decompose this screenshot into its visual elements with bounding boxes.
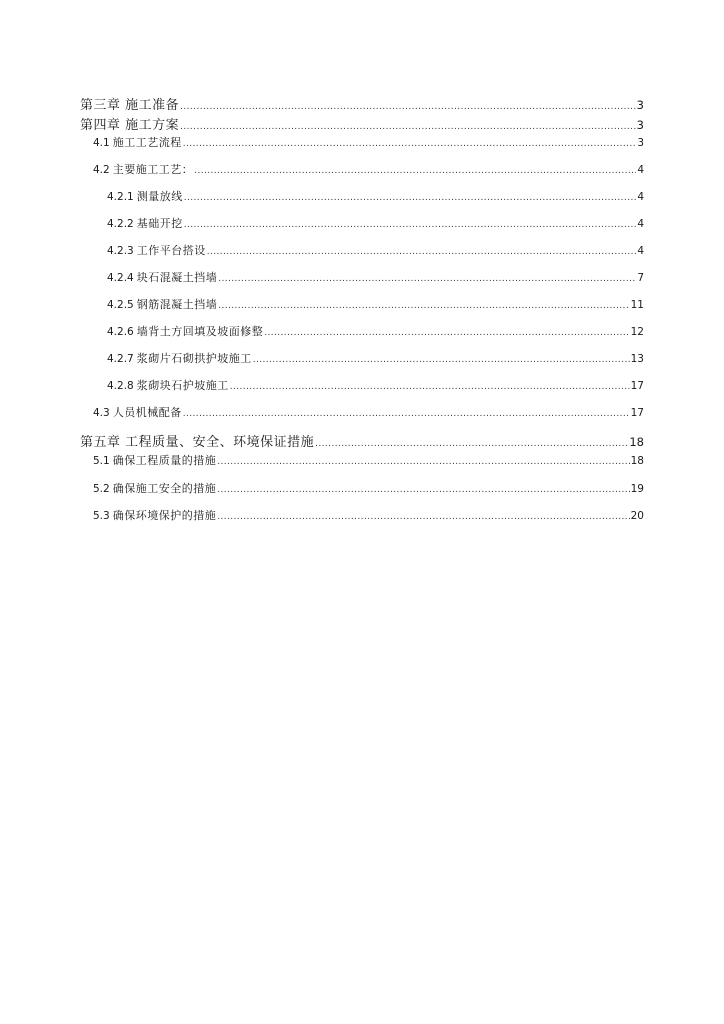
toc-dot-leader bbox=[183, 409, 630, 419]
toc-entry-title: 第四章 施工方案 bbox=[80, 118, 180, 133]
toc-dot-leader bbox=[315, 439, 628, 449]
toc-entry-title: 浆砌片石砌拱护坡施工 bbox=[136, 352, 252, 365]
toc-page-number: 3 bbox=[637, 137, 644, 149]
toc-entry-title: 工作平台搭设 bbox=[136, 244, 206, 257]
toc-page-number: 18 bbox=[629, 435, 644, 449]
toc-entry-number: 4.2.6 bbox=[107, 326, 134, 338]
toc-entry-number: 5.1 bbox=[93, 455, 110, 467]
toc-entry-title: 主要施工工艺： bbox=[112, 163, 194, 176]
toc-dot-leader bbox=[180, 122, 636, 132]
toc-entry-title: 确保工程质量的措施 bbox=[112, 454, 217, 467]
toc-page-number: 3 bbox=[636, 118, 644, 132]
toc-entry-number: 4.1 bbox=[93, 137, 110, 149]
toc-entry-4-1[interactable] bbox=[93, 134, 644, 150]
toc-page-number: 17 bbox=[630, 407, 644, 419]
toc-dot-leader bbox=[184, 193, 637, 203]
toc-entry-4-2-8[interactable] bbox=[107, 377, 644, 393]
toc-entry-number: 4.2.3 bbox=[107, 245, 134, 257]
toc-entry-4-2-4[interactable] bbox=[107, 269, 644, 285]
toc-entry-title: 测量放线 bbox=[136, 190, 183, 203]
toc-entry-title: 人员机械配备 bbox=[112, 406, 182, 419]
toc-dot-leader bbox=[230, 382, 630, 392]
toc-dot-leader bbox=[217, 485, 629, 495]
toc-page-number: 4 bbox=[637, 245, 644, 257]
toc-entry-title: 墙背土方回填及坡面修整 bbox=[136, 325, 264, 338]
toc-entry-number: 4.2.8 bbox=[107, 380, 134, 392]
toc-dot-leader bbox=[180, 102, 636, 112]
toc-page-number: 12 bbox=[630, 326, 644, 338]
toc-entry-number: 4.2.5 bbox=[107, 299, 134, 311]
toc-entry-title: 基础开挖 bbox=[136, 217, 183, 230]
toc-entry-number: 4.2.4 bbox=[107, 272, 134, 284]
toc-entry-number: 4.3 bbox=[93, 407, 110, 419]
toc-page-number: 4 bbox=[637, 218, 644, 230]
toc-dot-leader bbox=[218, 301, 629, 311]
toc-entry-4-2-7[interactable] bbox=[107, 350, 644, 366]
toc-entry-title: 第三章 施工准备 bbox=[80, 98, 180, 113]
toc-entry-number: 4.2 bbox=[93, 164, 110, 176]
toc-dot-leader bbox=[264, 328, 629, 338]
toc-dot-leader bbox=[184, 220, 637, 230]
toc-entry-title: 第五章 工程质量、安全、环境保证措施 bbox=[80, 435, 315, 450]
toc-entry-4-2[interactable] bbox=[93, 161, 644, 177]
toc-entry-number: 5.2 bbox=[93, 483, 110, 495]
toc-entry-5-2[interactable] bbox=[93, 480, 644, 496]
toc-entry-number: 5.3 bbox=[93, 510, 110, 522]
toc-entry-chapter-3[interactable] bbox=[80, 94, 644, 113]
toc-entry-number: 4.2.7 bbox=[107, 353, 134, 365]
toc-entry-5-1[interactable] bbox=[93, 452, 644, 468]
toc-page-number: 18 bbox=[630, 455, 644, 467]
toc-entry-title: 确保环境保护的措施 bbox=[112, 509, 217, 522]
toc-dot-leader bbox=[218, 274, 636, 284]
toc-page-number: 13 bbox=[630, 353, 644, 365]
toc-entry-number: 4.2.1 bbox=[107, 191, 134, 203]
toc-dot-leader bbox=[207, 247, 637, 257]
toc-entry-chapter-4[interactable] bbox=[80, 114, 644, 133]
toc-entry-chapter-5[interactable] bbox=[80, 431, 644, 450]
toc-page-number: 4 bbox=[637, 164, 644, 176]
toc-entry-number: 4.2.2 bbox=[107, 218, 134, 230]
toc-dot-leader bbox=[217, 457, 629, 467]
toc-entry-title: 浆砌块石护坡施工 bbox=[136, 379, 229, 392]
toc-dot-leader bbox=[183, 139, 637, 149]
toc-entry-4-2-6[interactable] bbox=[107, 323, 644, 339]
toc-page-number: 20 bbox=[630, 510, 644, 522]
toc-dot-leader bbox=[194, 166, 636, 176]
toc-page-number: 7 bbox=[637, 272, 644, 284]
toc-dot-leader bbox=[253, 355, 630, 365]
toc-entry-title: 确保施工安全的措施 bbox=[112, 482, 217, 495]
toc-page-number: 11 bbox=[630, 299, 644, 311]
toc-entry-4-2-5[interactable] bbox=[107, 296, 644, 312]
toc-page-number: 17 bbox=[630, 380, 644, 392]
toc-entry-5-3[interactable] bbox=[93, 507, 644, 523]
toc-entry-4-3[interactable] bbox=[93, 404, 644, 420]
toc-page-number: 19 bbox=[630, 483, 644, 495]
toc-dot-leader bbox=[217, 512, 629, 522]
toc-entry-4-2-1[interactable] bbox=[107, 188, 644, 204]
toc-entry-title: 钢筋混凝土挡墙 bbox=[136, 298, 218, 311]
toc-entry-title: 块石混凝土挡墙 bbox=[136, 271, 218, 284]
toc-entry-4-2-2[interactable] bbox=[107, 215, 644, 231]
toc-entry-title: 施工工艺流程 bbox=[112, 136, 182, 149]
toc-page-number: 3 bbox=[636, 98, 644, 112]
toc-entry-4-2-3[interactable] bbox=[107, 242, 644, 258]
toc-page-number: 4 bbox=[637, 191, 644, 203]
